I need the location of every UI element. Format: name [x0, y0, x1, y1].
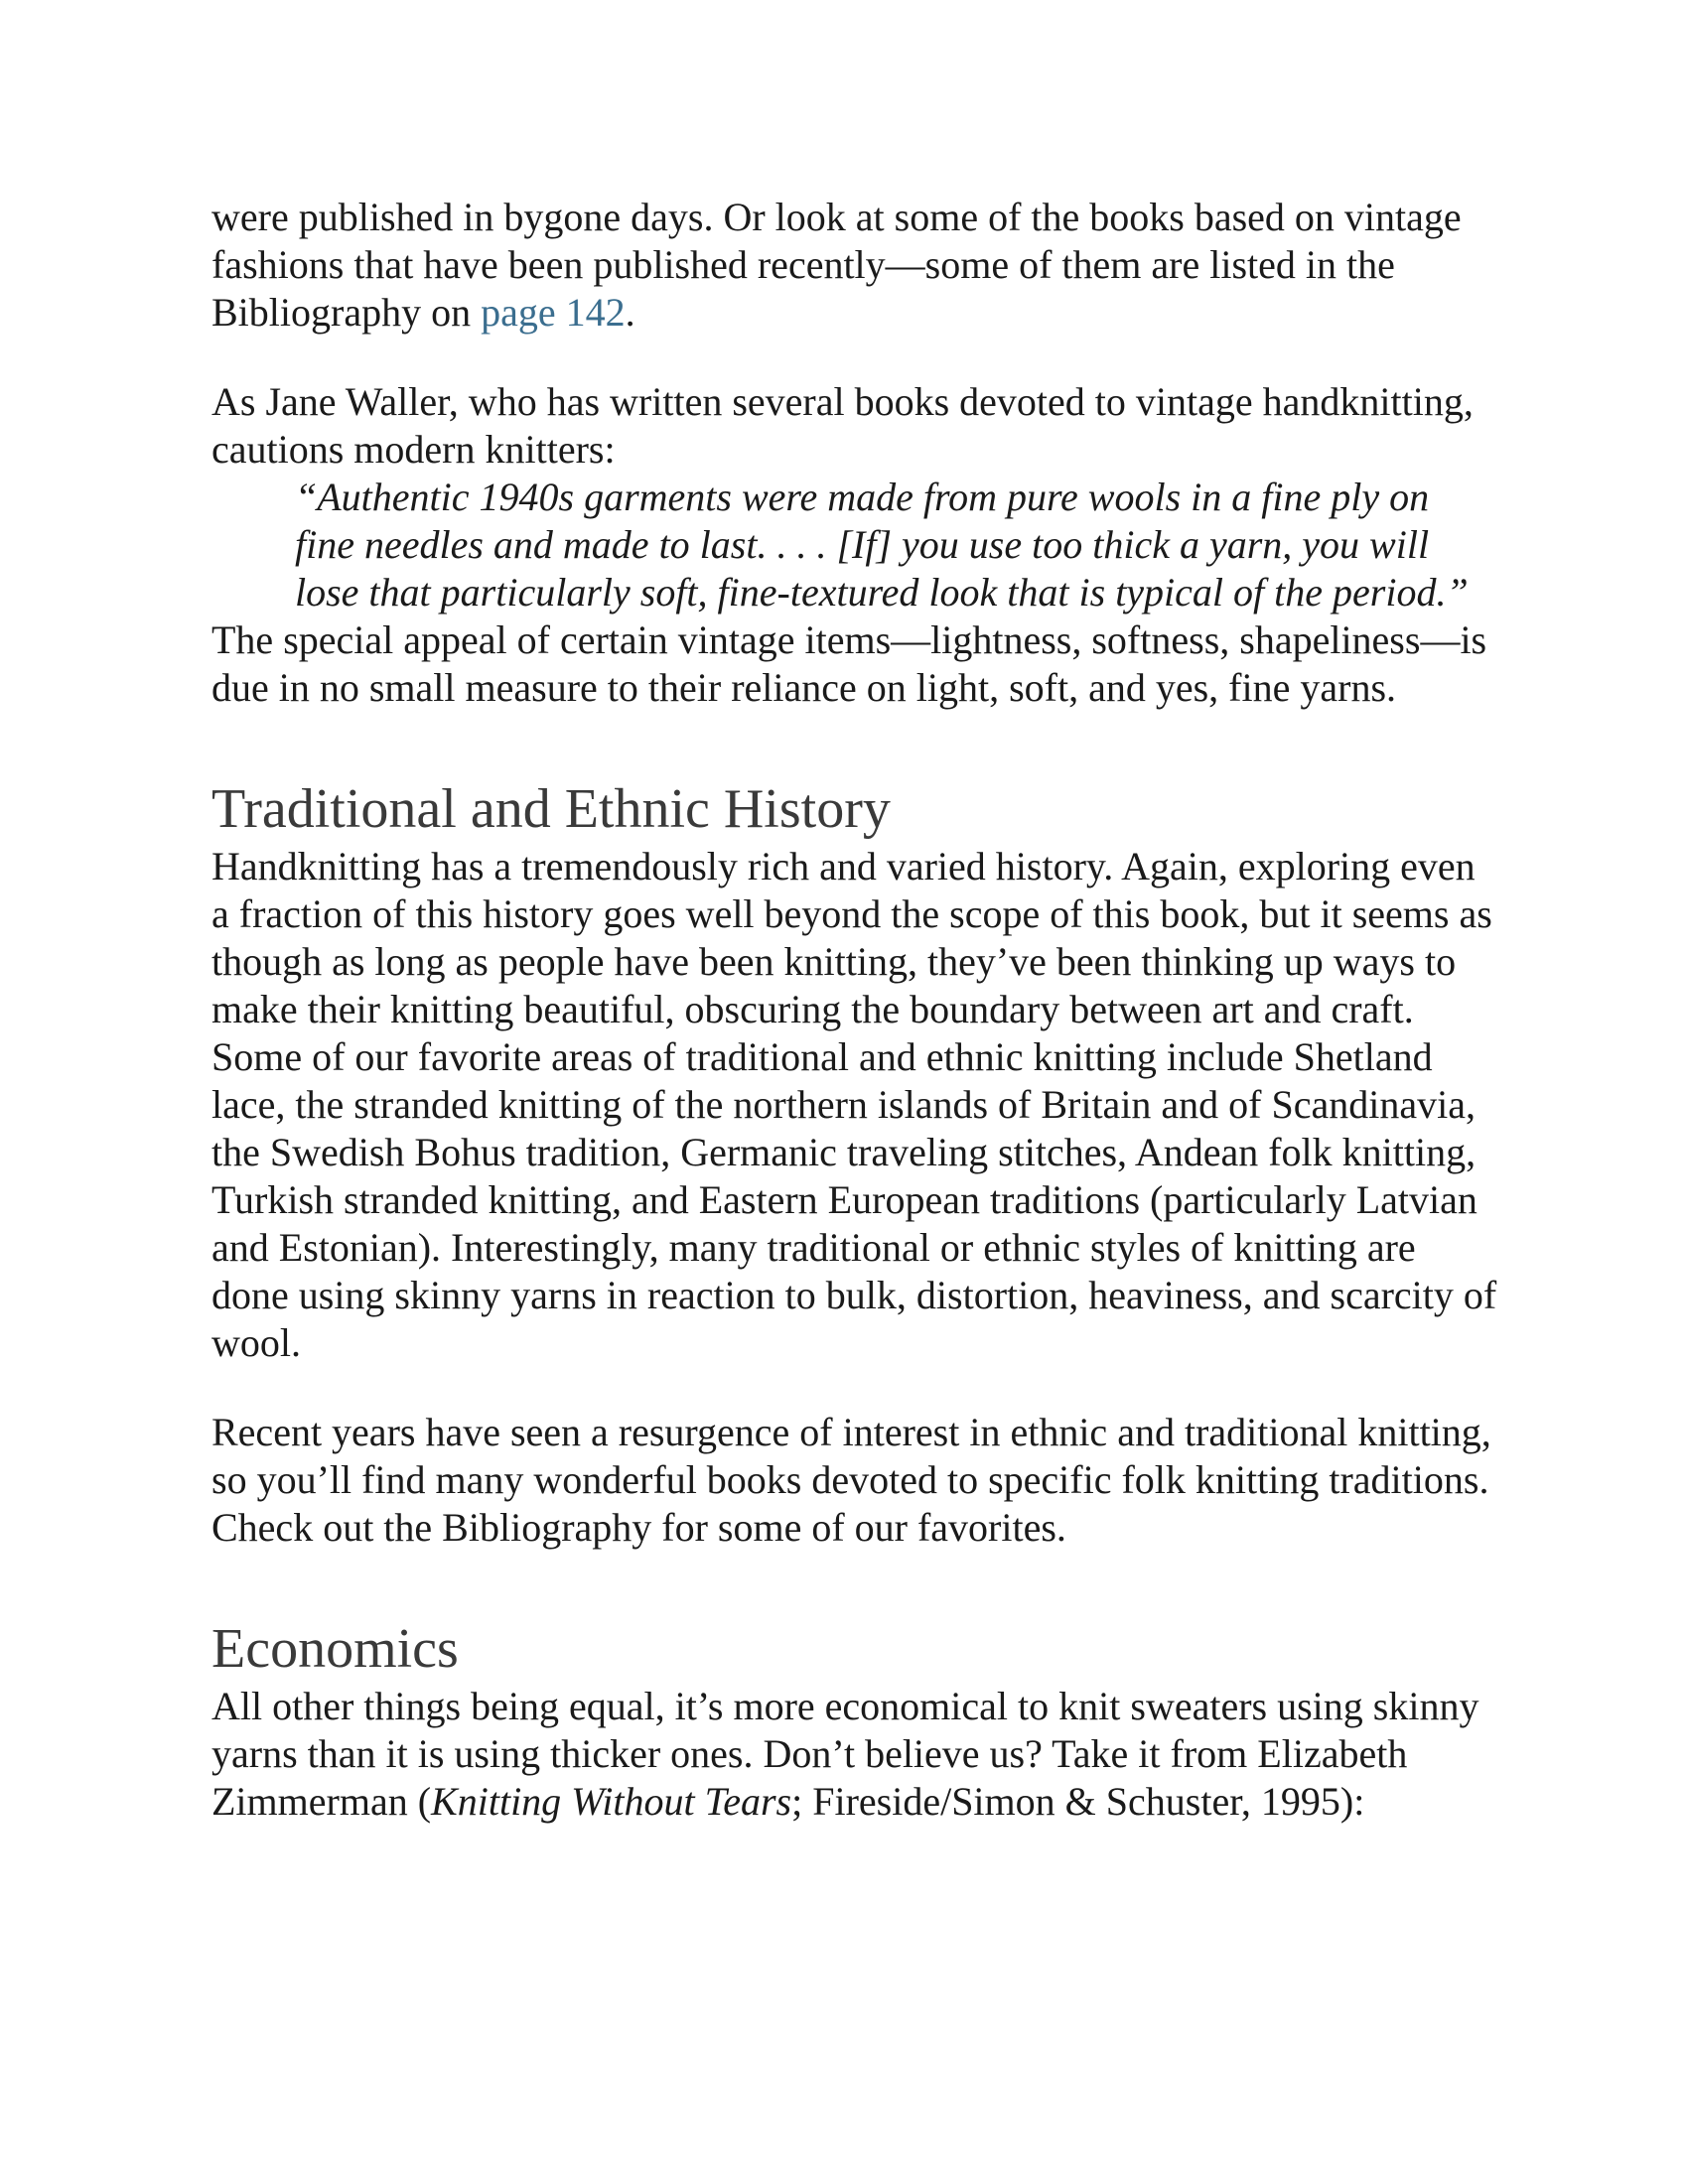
resurgence-paragraph: Recent years have seen a resurgence of interest in ethnic and traditional knitting, so you’ll find many wonderful books devoted to specific folk knitting traditions. Check out the Bibliography for some of our favorites.	[211, 1410, 1491, 1550]
economics-text-end: ; Fireside/Simon & Schuster, 1995):	[791, 1779, 1365, 1824]
intro-text: were published in bygone days. Or look at some of the books based on vintage fashions that have been published recently—some of them are listed in the Bibliography on	[211, 195, 1462, 335]
history-paragraph: Handknitting has a tremendously rich and varied history. Again, exploring even a fraction of this history goes well beyond the scope of this book, but it seems as though as long as people have been knitting, they’ve been thinking up ways to make their knitting beautiful, obscuring the boundary between art and craft. Some of our favorite areas of traditional and ethnic knitting include Shetland lace, the stranded knitting of the northern islands of Britain and of Scandinavia, the Swedish Bohus tradition, Germanic traveling stitches, Andean folk knitting, Turkish stranded knitting, and Eastern European traditions (particularly Latvian and Estonian). Interestingly, many traditional or ethnic styles of knitting are done using skinny yarns in reaction to bulk, distortion, heaviness, and scarcity of wool.	[211, 844, 1497, 1365]
economics-paragraph	[211, 1683, 1502, 1826]
intro-text-end: .	[625, 290, 635, 335]
section-heading-economics: Economics	[211, 1618, 459, 1680]
page-link[interactable]: page 142	[481, 290, 626, 335]
waller-paragraph: As Jane Waller, who has written several books devoted to vintage handknitting, cautions modern knitters:	[211, 379, 1474, 472]
book-title: Knitting Without Tears	[431, 1779, 792, 1824]
block-quote: “Authentic 1940s garments were made from pure wools in a fine ply on fine needles and made to last. . . . [If] you use too thick a yarn, you will lose that particularly soft, fine-textured look that is typical of the period.”	[295, 475, 1469, 614]
section-heading-traditional: Traditional and Ethnic History	[211, 778, 891, 840]
economics-text: All other things being equal, it’s more economical to knit sweaters using skinny yarns than it is using thicker ones. Don’t believe us? Take it from Elizabeth Zimmerman (	[211, 1684, 1479, 1824]
intro-paragraph	[211, 194, 1502, 337]
appeal-paragraph: The special appeal of certain vintage items—lightness, softness, shapeliness—is due in no small measure to their reliance on light, soft, and yes, fine yarns.	[211, 617, 1487, 710]
page-content	[211, 194, 1502, 1826]
